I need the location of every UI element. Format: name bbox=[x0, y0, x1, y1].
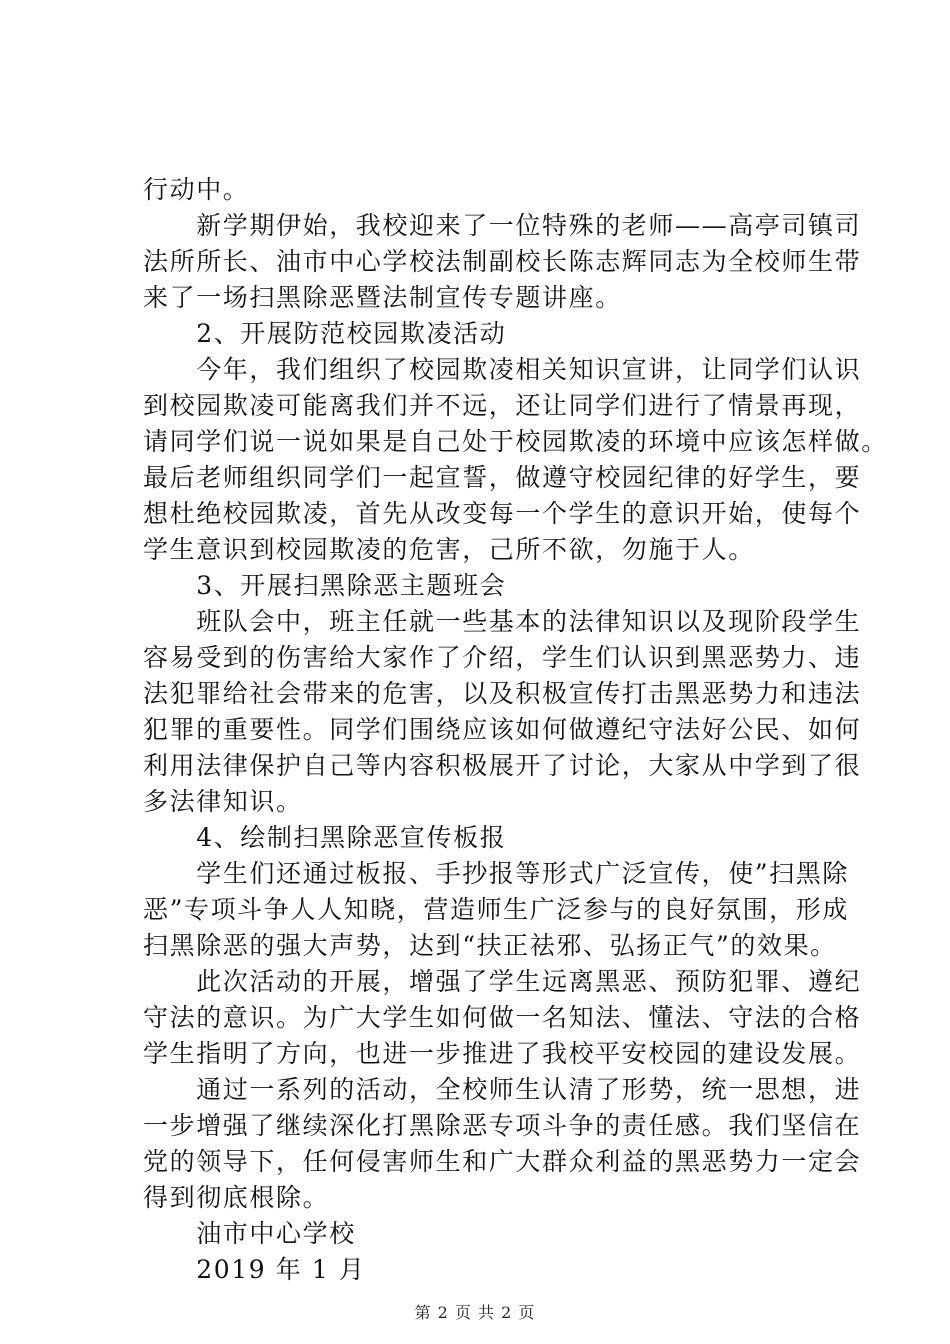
text-line: 多法律知识。 bbox=[143, 787, 303, 816]
text-line: 最后老师组织同学们一起宣誓，做遵守校园纪律的好学生，要 bbox=[143, 463, 862, 492]
page-footer: 第 2 页 共 2 页 bbox=[414, 1303, 536, 1322]
text-line: 行动中。 bbox=[143, 175, 250, 204]
text-line: 学生们还通过板报、手抄报等形式广泛宣传，使”扫黑除 bbox=[143, 859, 849, 888]
text-line: 班队会中，班主任就一些基本的法律知识以及现阶段学生 bbox=[143, 607, 862, 636]
text-line: 扫黑除恶的强大声势，达到“扶正祛邪、弘扬正气”的效果。 bbox=[143, 931, 837, 960]
text-line: 此次活动的开展，增强了学生远离黑恶、预防犯罪、遵纪 bbox=[143, 967, 862, 996]
text-line: 通过一系列的活动，全校师生认清了形势，统一思想，进 bbox=[143, 1075, 862, 1104]
text-line: 守法的意识。为广大学生如何做一名知法、懂法、守法的合格 bbox=[143, 1003, 862, 1032]
text-line: 容易受到的伤害给大家作了介绍，学生们认识到黑恶势力、违 bbox=[143, 643, 862, 672]
text-line: 新学期伊始，我校迎来了一位特殊的老师——高亭司镇司 bbox=[143, 211, 862, 240]
text-line: 恶”专项斗争人人知晓，营造师生广泛参与的良好氛围，形成 bbox=[143, 895, 849, 924]
section-heading: 2、开展防范校园欺凌活动 bbox=[143, 319, 507, 348]
text-line: 学生意识到校园欺凌的危害，己所不欲，勿施于人。 bbox=[143, 535, 755, 564]
text-line: 犯罪的重要性。同学们围绕应该如何做遵纪守法好公民、如何 bbox=[143, 715, 862, 744]
text-line: 请同学们说一说如果是自己处于校园欺凌的环境中应该怎样做。 bbox=[143, 427, 888, 456]
text-line: 一步增强了继续深化打黑除恶专项斗争的责任感。我们坚信在 bbox=[143, 1111, 862, 1140]
text-line: 法犯罪给社会带来的危害，以及积极宣传打击黑恶势力和违法 bbox=[143, 679, 862, 708]
text-line: 利用法律保护自己等内容积极展开了讨论，大家从中学到了很 bbox=[143, 751, 862, 780]
text-line: 今年，我们组织了校园欺凌相关知识宣讲，让同学们认识 bbox=[143, 355, 862, 384]
text-line: 到校园欺凌可能离我们并不远，还让同学们进行了情景再现， bbox=[143, 391, 862, 420]
text-line: 党的领导下，任何侵害师生和广大群众利益的黑恶势力一定会 bbox=[143, 1147, 862, 1176]
section-heading: 4、绘制扫黑除恶宣传板报 bbox=[143, 823, 507, 852]
text-line: 法所所长、油市中心学校法制副校长陈志辉同志为全校师生带 bbox=[143, 247, 862, 276]
signature-date: 2019 年 1 月 bbox=[143, 1255, 366, 1284]
signature-school: 油市中心学校 bbox=[143, 1219, 356, 1248]
section-heading: 3、开展扫黑除恶主题班会 bbox=[143, 571, 507, 600]
text-line: 学生指明了方向，也进一步推进了我校平安校园的建设发展。 bbox=[143, 1039, 862, 1068]
text-line: 得到彻底根除。 bbox=[143, 1183, 330, 1212]
text-line: 想杜绝校园欺凌，首先从改变每一个学生的意识开始，使每个 bbox=[143, 499, 862, 528]
text-line: 来了一场扫黑除恶暨法制宣传专题讲座。 bbox=[143, 283, 622, 312]
